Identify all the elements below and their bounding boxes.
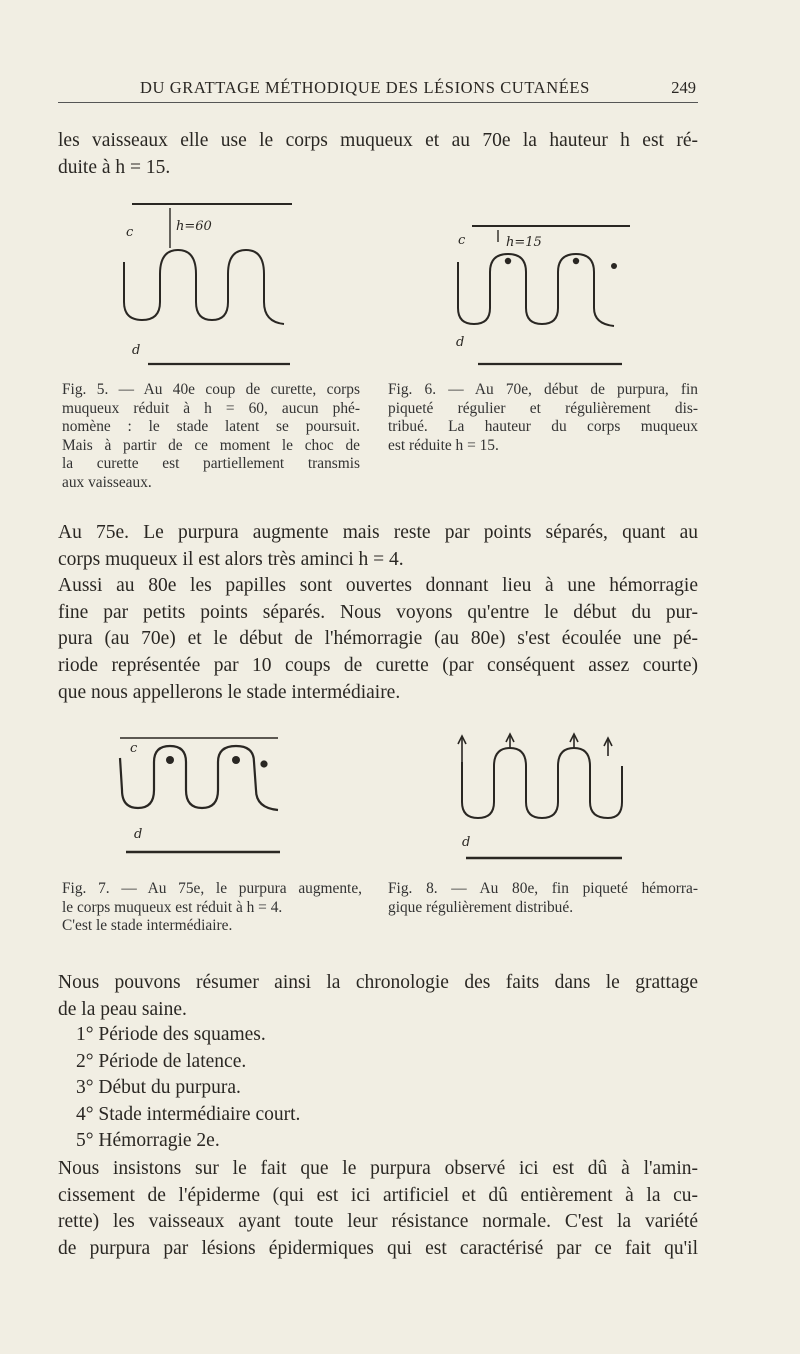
- list-item: 2° Période de latence.: [76, 1050, 247, 1072]
- text-line: Aussi au 80e les papilles sont ouvertes donnant lieu à une hémorragie: [58, 575, 698, 597]
- caption-line: le corps muqueux est réduit à h = 4.: [62, 898, 283, 916]
- text-line: pura (au 70e) et le début de l'hémorragie (au 80e) s'est écoulée une pé-: [58, 628, 698, 650]
- paragraph-conclusion: [58, 1156, 698, 1262]
- label-d: d: [134, 827, 143, 842]
- label-h: h=15: [506, 235, 542, 250]
- label-h: h=60: [176, 219, 212, 234]
- caption-line: Fig. 8. — Au 80e, fin piqueté hémorra-: [388, 880, 698, 897]
- text-line: duite à h = 15.: [58, 156, 171, 178]
- purpura-dot: [166, 756, 174, 764]
- purpura-dot: [573, 258, 579, 264]
- figure-8-drawing: [452, 726, 632, 866]
- list-item: 5° Hémorragie 2e.: [76, 1130, 220, 1152]
- papillae-outline: [458, 254, 614, 326]
- caption-line: Fig. 7. — Au 75e, le purpura augmente,: [62, 880, 362, 897]
- caption-line: Fig. 6. — Au 70e, début de purpura, fin: [388, 381, 698, 398]
- label-d: d: [456, 335, 465, 350]
- text-line: corps muqueux il est alors très aminci h = 4.: [58, 548, 404, 570]
- figure-8-caption: [388, 880, 698, 917]
- papillae-outline: [120, 746, 278, 810]
- caption-line: gique régulièrement distribué.: [388, 898, 574, 916]
- figure-6-drawing: [452, 216, 642, 376]
- caption-line: aux vaisseaux.: [62, 473, 152, 491]
- text-line: Nous insistons sur le fait que le purpura observé ici est dû à l'amin-: [58, 1158, 698, 1179]
- label-d: d: [132, 343, 141, 358]
- label-c: c: [130, 741, 138, 756]
- figure-6-caption: [388, 381, 698, 455]
- purpura-dot: [260, 760, 267, 767]
- purpura-dot: [232, 756, 240, 764]
- caption-line: C'est le stade intermédiaire.: [62, 917, 233, 935]
- papillae-outline: [124, 250, 284, 324]
- text-line: que nous appellerons le stade intermédiaire.: [58, 681, 401, 703]
- list-item: 3° Début du purpura.: [76, 1077, 241, 1099]
- purpura-dot: [611, 263, 617, 269]
- caption-line: est réduite h = 15.: [388, 436, 499, 454]
- paragraph-summary-intro: [58, 970, 698, 1023]
- papillae-outline: [462, 748, 622, 818]
- list-item: 4° Stade intermédiaire court.: [76, 1103, 301, 1125]
- label-d: d: [462, 835, 471, 850]
- caption-line: Fig. 5. — Au 40e coup de curette, corps: [62, 381, 360, 398]
- running-title: DU GRATTAGE MÉTHODIQUE DES LÉSIONS CUTANÉES: [140, 78, 590, 97]
- text-line: de la peau saine.: [58, 998, 187, 1020]
- page-number: 249: [671, 78, 696, 97]
- text-line: cissement de l'épiderme (qui est ici artificiel et dû entièrement à la cu-: [58, 1184, 698, 1206]
- paragraph-intro: [58, 128, 698, 181]
- figure-5-caption: [62, 381, 360, 493]
- text-line: riode représentée par 10 coups de curette (par conséquent assez courte): [58, 654, 698, 676]
- text-line: les vaisseaux elle use le corps muqueux et au 70e la hauteur h est ré-: [58, 130, 698, 151]
- chronology-list: [76, 1022, 300, 1155]
- list-item: 1° Période des squames.: [76, 1024, 266, 1045]
- label-c: c: [126, 225, 134, 240]
- text-line: fine par petits points séparés. Nous voyons qu'entre le début du pur-: [58, 601, 698, 623]
- figure-7-caption: [62, 880, 362, 936]
- figure-7-drawing: [116, 732, 296, 862]
- text-line: Nous pouvons résumer ainsi la chronologie des faits dans le grattage: [58, 972, 698, 993]
- caption-line: nomène : le stade latent se poursuit.: [62, 418, 360, 436]
- running-head: [58, 78, 698, 103]
- text-line: rette) les vaisseaux ayant toute leur résistance normale. C'est la variété: [58, 1211, 698, 1233]
- paragraph-stages: [58, 520, 698, 706]
- caption-line: muqueux réduit à h = 60, aucun phé-: [62, 399, 360, 417]
- caption-line: tribué. La hauteur du corps muqueux: [388, 418, 698, 436]
- caption-line: la curette est partiellement transmis: [62, 455, 360, 473]
- figure-5-drawing: [112, 192, 302, 374]
- purpura-dot: [505, 258, 511, 264]
- text-line: Au 75e. Le purpura augmente mais reste par points séparés, quant au: [58, 522, 698, 543]
- caption-line: Mais à partir de ce moment le choc de: [62, 436, 360, 454]
- text-line: de purpura par lésions épidermiques qui est caractérisé par ce fait qu'il: [58, 1237, 698, 1259]
- caption-line: piqueté régulier et régulièrement dis-: [388, 399, 698, 417]
- label-c: c: [458, 233, 466, 248]
